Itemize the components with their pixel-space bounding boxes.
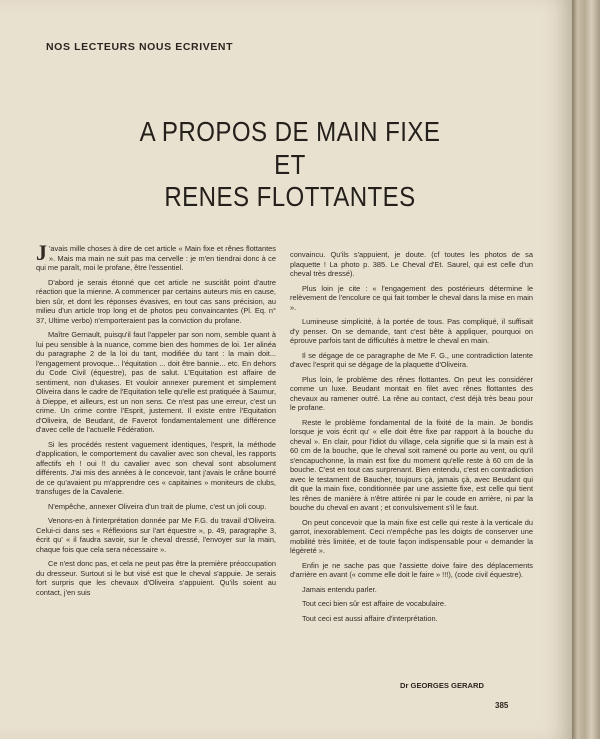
paragraph: Plus loin, le problème des rênes flottantes. On peut les considérer comme un luxe. Beudant montait en filet avec rênes flottantes des chevaux au ramener outré. La rêne au contact, c'est déjà très beau pour le profane. — [290, 374, 533, 412]
paragraph: Jamais entendu parler. — [302, 584, 377, 594]
title-line-2: ET — [274, 149, 306, 180]
drop-cap: J — [36, 240, 47, 265]
left-column — [36, 240, 276, 602]
paragraph: Tout ceci bien sûr est affaire de vocabulaire. — [302, 599, 447, 608]
paragraph: Il se dégage de ce paragraphe de Me F. G., une contradiction latente d'avec l'esprit qui se dégage de la plaquette d'Oliveira. — [290, 350, 533, 369]
right-column — [290, 250, 533, 628]
paragraph: N'empêche, annexer Oliveira d'un trait de plume, c'est un joli coup. — [48, 501, 267, 511]
paragraph: Ce n'est donc pas, et cela ne peut pas être la première préoccupation du dresseur. Surtout si le but visé est que le cheval s'appuie. Je serais fort surpris que les chevaux d'Oliveira s'appuient. Qu'ils soient au contact, j'en suis — [36, 559, 276, 597]
paragraph: Tout ceci est aussi affaire d'interprétation. — [302, 613, 438, 623]
paragraph: J 'avais mille choses à dire de cet article « Main fixe et rênes flottantes ». Mais ma main ne suit pas ma cervelle : je m'en tiendrai donc à ce qui me paraît, moi le profane, être l'essentiel. — [36, 240, 276, 272]
page-number: 385 — [495, 701, 509, 710]
paragraph: Maître Gernault, puisqu'il faut l'appeler par son nom, semble quant à lui peu sensible à la nuance, comme bien des hommes de loi. 1er alinéa du paragraphe 2 de la loi du tant, modifiée du tant : la main doit... l'engagement provoque... l'équitation ... doit être bannie... etc. En dehors du Code Civil (équestre), pas de salut. L'Equitation est affaire de sentiment, non d'ukases. Et vouloir annexer purement et simplement Oliveira dans le cadre de l'Equitation telle qu'elle est pratiquée à Saumur, à Dieppe, et ailleurs, est un non sens. Ce n'est pas une erreur, c'est un crime. Un crime contre l'Esprit, justement. Il existe entre l'Equitation d'Oliveira, de Beudant, de Faverot fondamentalement une différence d'avec celle de l'actuelle Fédération. — [36, 330, 276, 434]
paragraph: convaincu. Qu'ils s'appuient, je doute. (cf toutes les photos de sa plaquette ! La photo p. 385. Le Cheval d'Et. Saurel, qui est celle d'un cheval très dressé). — [290, 250, 533, 278]
page-edge-stack — [572, 0, 600, 739]
paragraph: Si les procédés restent vaguement identiques, l'esprit, la méthode d'application, le comportement du cavalier avec son cheval, les rapports affectifs eh ! oui !! du cavalier avec son cheval sont absolument différents. J'ai mis des années à le concevoir, tant j'avais le crâne bourré de ce qu'avaient pu m'apprendre ces « capitaines » moniteurs de clubs, transfuges de la Cavalerie. — [36, 439, 276, 496]
paragraph: D'abord je serais étonné que cet article ne suscitât point d'autre réaction que la mienne. A commencer par certains auteurs mis en cause, bien sûr, et dont les réponses évasives, en tout cas sans précision, au milieu d'un article trop long et de photos peu convaincantes (Pl. Eq. n° 37, Ultime verbo) n'emporteraient pas la conviction du profane. — [36, 277, 276, 325]
paragraph: Enfin je ne sache pas que l'assiette doive faire des déplacements d'arrière en avant (« comme elle doit le faire » !!!), (code civil équestre). — [290, 560, 533, 579]
section-rubric: NOS LECTEURS NOUS ECRIVENT — [46, 41, 234, 53]
paragraph: Venons-en à l'interprétation donnée par Me F.G. du travail d'Oliveira. Celui-ci dans ses « Réflexions sur l'art équestre », p. 49, paragraphe 3, écrit qu' « il faudra savoir, sur le cheval dressé, l'envoyer sur la main, chaque fois que cela sera nécessaire ». — [36, 516, 276, 554]
paragraph: Lumineuse simplicité, à la portée de tous. Pas compliqué, il suffisait d'y penser. On se demande, tant c'est bête à appliquer, pourquoi on éprouve parfois tant de difficultés à mettre le cheval en main. — [290, 317, 533, 345]
paragraph: On peut concevoir que la main fixe est celle qui reste à la verticale du garrot, inexorablement. Ceci n'empêche pas les doigts de conserver une mobilité très limitée, et de toute façon indispensable pour « demander la légèreté ». — [290, 517, 533, 555]
title-line-3: RENES FLOTTANTES — [164, 181, 416, 212]
title-line-1: A PROPOS DE MAIN FIXE — [139, 116, 441, 147]
author-signature: Dr GEORGES GERARD — [400, 681, 484, 690]
paragraph: Plus loin je cite : « l'engagement des postérieurs détermine le relèvement de l'encolure ce qui fait tomber le cheval dans la mise en main ». — [290, 283, 533, 312]
paragraph: Reste le problème fondamental de la fixité de la main. Je bondis lorsque je vois écrit qu' « elle doit être fixe par rapport à la bouche du cheval ». En clair, pour l'idiot du village, cela signifie que si la main est à 60 cm de la bouche, que le cheval soit ramené ou porte au vent, ou qu'il s'encapuchonne, la main est fixe du moment qu'elle reste à 60 cm de la bouche. C'est en tout cas surprenant. Bien entendu, c'est en contradiction avec le testament de Baucher, toujours çà, jamais çà, avec Beudant qui dit que la main fixe, conditionnée par une assiette fixe, est celle qui tient les rênes de manière à n'être attirée ni par le coude en arrière, ni par la bouche du cheval en avant ; et convulsivement s'il le faut. — [290, 417, 533, 512]
